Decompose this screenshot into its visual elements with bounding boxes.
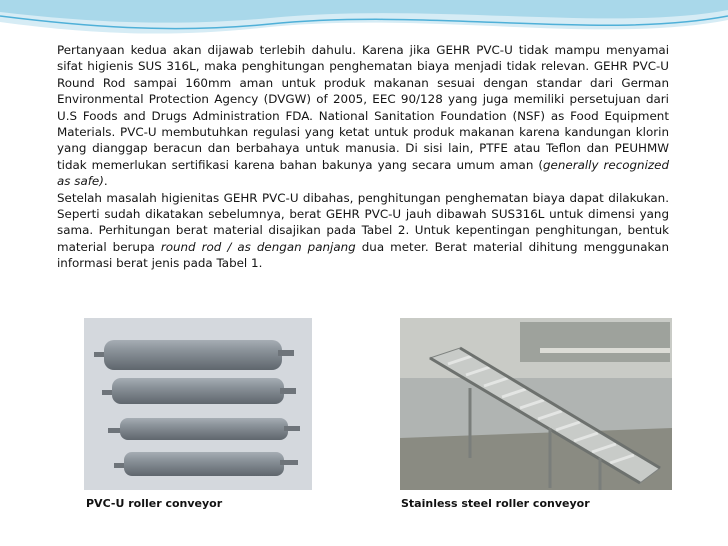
- caption-steel-roller: Stainless steel roller conveyor: [401, 497, 590, 510]
- steel-conveyor-photo: [400, 318, 672, 490]
- paragraph2-segment: dua meter. Berat material dihitung menggunakan informasi berat jenis pada Tabel 1.: [57, 239, 670, 271]
- body-text: [57, 42, 669, 272]
- paragraph1-segment: generally recognized as safe): [57, 157, 670, 189]
- paragraph-higienis: [57, 42, 669, 190]
- roller-2: [102, 378, 296, 404]
- paragraph2-segment: Setelah masalah higienitas GEHR PVC-U dibahas, penghitungan penghematan biaya dapat dilakukan. Seperti sudah dikatakan sebelumnya, berat GEHR PVC-U jauh dibawah SUS316L untuk dimensi yang sama. Perhitungan berat material disajikan pada Tabel 2. Untuk kepentingan penghitungan, bentuk material berupa: [57, 190, 669, 254]
- roller-1: [94, 340, 294, 370]
- paragraph2-segment: round rod / as dengan panjang: [160, 239, 356, 254]
- pvc-roller-photo: [84, 318, 312, 490]
- roller-4: [114, 452, 298, 476]
- paragraph1-segment: Pertanyaan kedua akan dijawab terlebih dahulu. Karena jika GEHR PVC-U tidak mampu menyamai sifat higienis SUS 316L, maka penghitungan penghematan biaya menjadi tidak relevan. GEHR PVC-U Round Rod sampai 160mm aman untuk produk makanan sesuai dengan standar dari German Environmental Protection Agency (DVGW) of 2005, EEC 90/128 yang juga memiliki persetujuan dari U.S Foods and Drugs Administration FDA. National Sanitation Foundation (NSF) as Food Equipment Materials. PVC-U membutuhkan regulasi yang ketat untuk produk makanan karena kandungan klorin yang dianggap beracun dan berbahaya untuk manusia. Di sisi lain, PTFE atau Teflon dan PEUHMW tidak memerlukan sertifikasi karena bahan bakunya yang secara umum aman (: [57, 43, 669, 172]
- paragraph1-segment: .: [103, 174, 108, 189]
- caption-pvc-roller: PVC-U roller conveyor: [86, 497, 223, 510]
- roller-3: [108, 418, 300, 440]
- paragraph-penghematan: [57, 190, 669, 272]
